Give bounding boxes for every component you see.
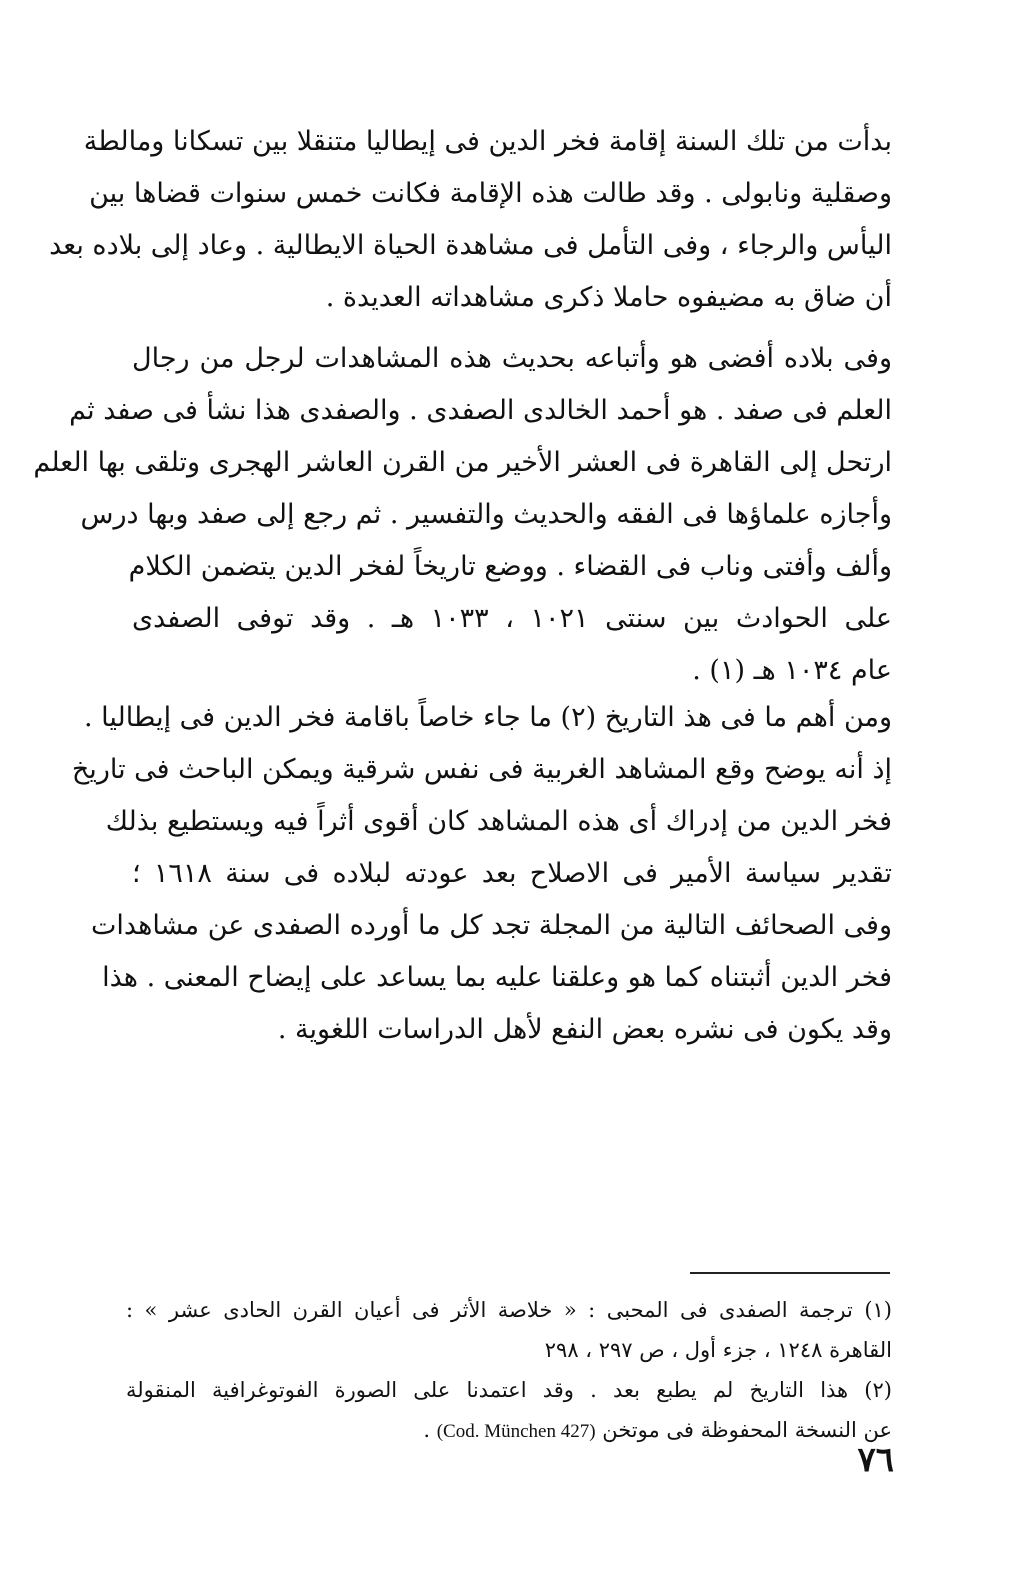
footnote-divider xyxy=(690,1272,890,1274)
paragraph-1 xyxy=(49,116,892,324)
text-line: أن ضاق به مضيفوه حاملا ذكرى مشاهداته العديدة . xyxy=(325,282,892,313)
text-line: وألف وأفتى وناب فى القضاء . ووضع تاريخاً لفخر الدين يتضمن الكلام xyxy=(128,551,892,582)
paragraph-2 xyxy=(33,333,892,697)
footnote-1-line-1: (١) ترجمة الصفدى فى المحبى : « خلاصة الأثر فى أعيان القرن الحادى عشر » : xyxy=(126,1298,892,1322)
text-line: عام ١٠٣٤ هـ (١) . xyxy=(692,655,892,686)
text-line: اليأس والرجاء ، وفى التأمل فى مشاهدة الحياة الايطالية . وعاد إلى بلاده بعد xyxy=(49,230,892,261)
footnote-2-line-1: (٢) هذا التاريخ لم يطبع بعد . وقد اعتمدنا على الصورة الفوتوغرافية المنقولة xyxy=(126,1378,892,1402)
footnote-2-source-arabic: عن النسخة المحفوظة فى موتخن xyxy=(602,1418,892,1442)
footnote-2-source-latin: (Cod. München 427) xyxy=(436,1421,596,1442)
text-line: فخر الدين من إدراك أى هذه المشاهد كان أقوى أثراً فيه ويستطيع بذلك xyxy=(105,806,892,837)
text-line: وفى الصحائف التالية من المجلة تجد كل ما أورده الصفدى عن مشاهدات xyxy=(91,910,892,941)
text-line: ومن أهم ما فى هذ التاريخ (٢) ما جاء خاصاً باقامة فخر الدين فى إيطاليا . xyxy=(83,702,892,733)
text-line: ارتحل إلى القاهرة فى العشر الأخير من القرن العاشر الهجرى وتلقى بها العلم xyxy=(33,447,892,478)
text-line: وأجازه علماؤها فى الفقه والحديث والتفسير . ثم رجع إلى صفد وبها درس xyxy=(80,499,892,530)
footnote-2-end: . xyxy=(423,1418,431,1442)
text-line: فخر الدين أثبتناه كما هو وعلقنا عليه بما يساعد على إيضاح المعنى . هذا xyxy=(102,962,892,993)
page-number: ٧٦ xyxy=(857,1440,894,1480)
text-line: العلم فى صفد . هو أحمد الخالدى الصفدى . والصفدى هذا نشأ فى صفد ثم xyxy=(69,395,892,426)
text-line: تقدير سياسة الأمير فى الاصلاح بعد عودته لبلاده فى سنة ١٦١٨ ؛ xyxy=(132,858,892,889)
footnote-1-line-2: القاهرة ١٢٤٨ ، جزء أول ، ص ٢٩٧ ، ٢٩٨ xyxy=(544,1338,892,1362)
text-line: بدأت من تلك السنة إقامة فخر الدين فى إيطاليا متنقلا بين تسكانا ومالطة xyxy=(83,126,892,157)
text-line: وقد يكون فى نشره بعض النفع لأهل الدراسات اللغوية . xyxy=(277,1014,892,1045)
paragraph-3 xyxy=(71,692,892,1056)
text-line: وصقلية ونابولى . وقد طالت هذه الإقامة فكانت خمس سنوات قضاها بين xyxy=(89,178,892,209)
text-line: على الحوادث بين سنتى ١٠٢١ ، ١٠٣٣ هـ . وقد توفى الصفدى xyxy=(132,603,892,634)
footnotes xyxy=(126,1290,892,1450)
text-line: وفى بلاده أفضى هو وأتباعه بحديث هذه المشاهدات لرجل من رجال xyxy=(132,343,892,374)
footnote-2-line-2 xyxy=(126,1410,892,1450)
text-line: إذ أنه يوضح وقع المشاهد الغربية فى نفس شرقية ويمكن الباحث فى تاريخ xyxy=(71,754,892,785)
